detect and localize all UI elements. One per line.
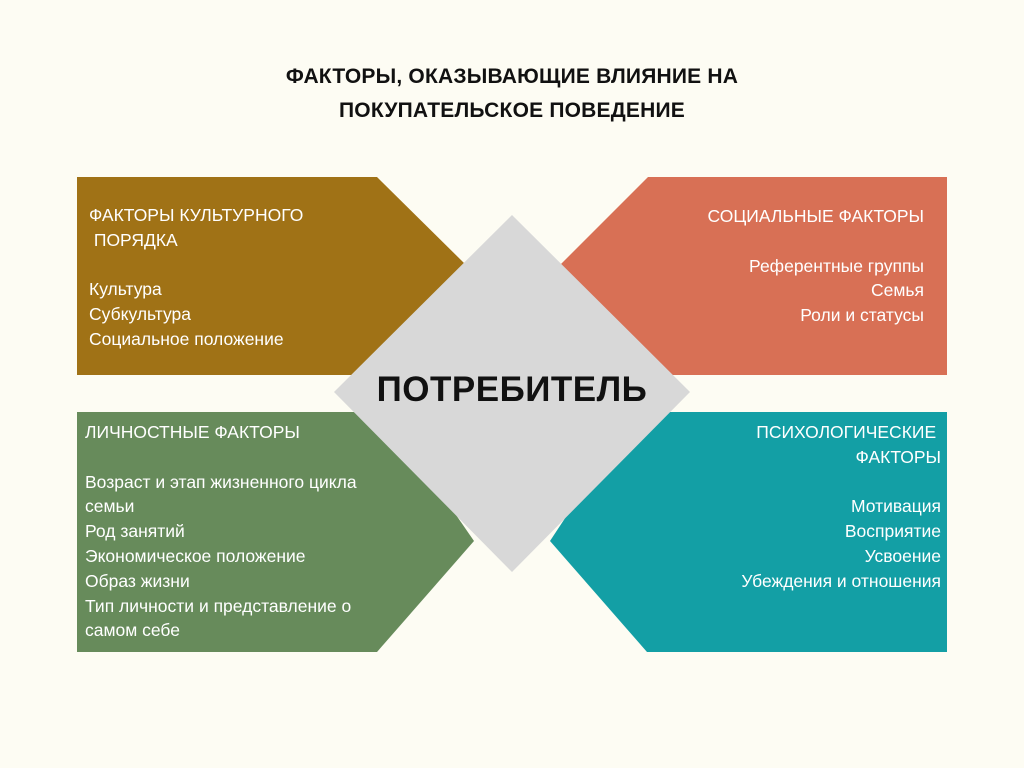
- personal-heading: ЛИЧНОСТНЫЕ ФАКТОРЫ: [85, 422, 300, 442]
- personal-factors-block: [85, 420, 357, 643]
- personal-item: Экономическое положение: [85, 545, 306, 566]
- consumer-label: ПОТРЕБИТЕЛЬ: [376, 370, 648, 409]
- cultural-item: Социальное положение: [89, 328, 284, 349]
- cultural-factors-block: [89, 203, 303, 352]
- psych-item: Мотивация: [850, 496, 941, 517]
- psych-item: Восприятие: [844, 521, 941, 542]
- personal-item: Тип личности и представление о: [85, 595, 352, 616]
- social-item: Роли и статусы: [800, 305, 924, 326]
- psychological-factors-block: [741, 420, 941, 594]
- social-item: Референтные группы: [749, 255, 924, 276]
- cultural-item: Культура: [89, 279, 162, 300]
- cultural-heading-line-2: ПОРЯДКА: [89, 229, 178, 250]
- psych-heading-line-2: ФАКТОРЫ: [855, 446, 941, 467]
- cultural-item: Субкультура: [89, 304, 192, 325]
- social-item: Семья: [871, 280, 924, 301]
- psych-item: Убеждения и отношения: [741, 570, 941, 591]
- personal-item: Род занятий: [85, 521, 185, 542]
- psych-heading-line-1: ПСИХОЛОГИЧЕСКИЕ: [756, 422, 941, 442]
- personal-item: Возраст и этап жизненного цикла: [85, 471, 357, 492]
- title-line-1: ФАКТОРЫ, ОКАЗЫВАЮЩИЕ ВЛИЯНИЕ НА: [285, 65, 739, 88]
- cultural-heading-line-1: ФАКТОРЫ КУЛЬТУРНОГО: [89, 205, 304, 225]
- social-heading: СОЦИАЛЬНЫЕ ФАКТОРЫ: [707, 206, 924, 226]
- social-factors-block: [707, 204, 924, 328]
- title-line-2: ПОКУПАТЕЛЬСКОЕ ПОВЕДЕНИЕ: [339, 99, 685, 122]
- psych-item: Усвоение: [864, 545, 941, 566]
- personal-item: семьи: [85, 496, 135, 517]
- personal-item: Образ жизни: [85, 570, 190, 591]
- personal-item: самом себе: [85, 620, 180, 641]
